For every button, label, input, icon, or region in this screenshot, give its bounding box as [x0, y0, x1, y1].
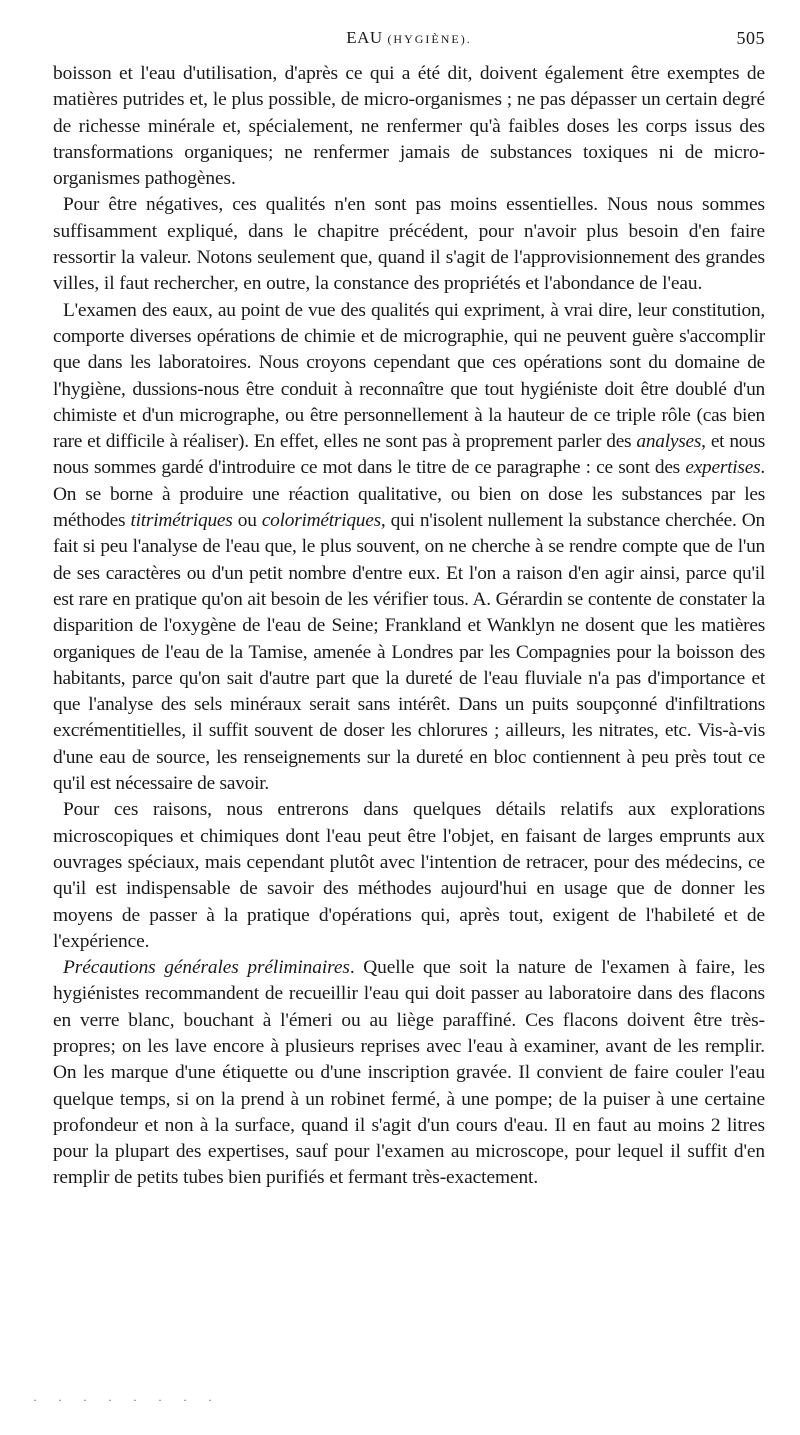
paragraph-5-text: . Quelle que soit la nature de l'examen à faire, les hygiénistes recommandent de recueillir l'eau qui doit passer au laboratoire dans des flacons en verre blanc, bouchant à l'émeri ou au liège paraffiné. Ces flacons doivent être très-propres; on les lave encore à plusieurs reprises avec l'eau à examiner, avant de les remplir. On les marque d'une étiquette ou d'une inscription gravée. Il convient de faire couler l'eau quelque temps, si on la prend à un robinet fermé, à une pompe; de la puiser à une certaine profondeur et non à la surface, quand il s'agit d'un cours d'eau. Il en faut au moins 2 litres pour la plupart des expertises, sauf pour l'examen au microscope, pour lequel il suffit d'en remplir de petits tubes bien purifiés et fermant très-exactement. — [53, 957, 765, 1189]
term-analyses: analyses — [636, 431, 702, 453]
section-heading-precautions: Précautions générales préliminaires — [63, 957, 350, 979]
paragraph-2 — [53, 192, 765, 297]
paragraph-3 — [53, 298, 765, 798]
running-title — [53, 28, 765, 48]
footer-marks: · · · · · · · · — [33, 1393, 221, 1407]
paragraph-4-text: Pour ces raisons, nous entrerons dans quelques détails relatifs aux explorations microscopiques et chimiques dont l'eau peut être l'objet, en faisant de larges emprunts aux ouvrages spéciaux, mais cependant plutôt avec l'intention de retracer, pour des médecins, ce qu'il est indispensable de savoir des méthodes aujourd'hui en usage que de donner les moyens de passer à la pratique d'opérations qui, après tout, exigent de l'habileté et de l'expérience. — [53, 799, 765, 952]
paragraph-3-text-b: , et nous nous sommes gardé d'introduire ce mot dans le titre de ce paragraphe : ce sont des — [53, 431, 765, 479]
page-number: 505 — [736, 28, 765, 48]
paragraph-3-text-d: ou — [232, 510, 262, 532]
paragraph-4 — [53, 797, 765, 955]
running-title-main: EAU — [346, 28, 383, 47]
term-colorimetriques: colorimétriques — [261, 510, 381, 532]
paragraph-3-text-c: . On se borne à produire une réaction qualitative, ou bien on dose les substances par les méthodes — [53, 457, 765, 532]
page-content — [53, 28, 765, 1192]
term-expertises: expertises — [685, 457, 761, 479]
paragraph-1 — [53, 61, 765, 192]
paragraph-3-text-a: L'examen des eaux, au point de vue des qualités qui expriment, à vrai dire, leur constitution, comporte diverses opérations de chimie et de micrographie, qui ne peuvent guère s'accomplir que dans les laboratoires. Nous croyons cependant que ces opérations sont du domaine de l'hygiène, dussions-nous être conduit à reconnaître que tout hygiéniste doit être doublé d'un chimiste et d'un micrographe, ou être personnellement à la hauteur de ce triple rôle (cas bien rare et difficile à réaliser). En effet, elles ne sont pas à proprement parler des — [53, 299, 765, 453]
running-title-sub: (HYGIÈNE). — [387, 32, 472, 46]
paragraph-2-text: Pour être négatives, ces qualités n'en sont pas moins essentielles. Nous nous sommes suffisamment expliqué, dans le chapitre précédent, pour n'avoir plus besoin d'en faire ressortir la valeur. Notons seulement que, quand il s'agit de l'approvisionnement des grandes villes, il faut rechercher, en outre, la constance des propriétés et l'abondance de l'eau. — [53, 194, 765, 295]
paragraph-3-text-e: , qui n'isolent nullement la substance cherchée. On fait si peu l'analyse de l'eau que, le plus souvent, on ne cherche à se rendre compte que de l'un de ses caractères ou d'un petit nombre d'entre eux. Et l'on a raison d'en agir ainsi, parce qu'il est rare en pratique qu'on ait besoin de les vérifier tous. A. Gérardin se contente de constater la disparition de l'oxygène de l'eau de Seine; Frankland et Wanklyn ne dosent que les matières organiques de l'eau de la Tamise, amenée à Londres par les Compagnies pour la boisson des habitants, parce qu'on sait d'autre part que la dureté de l'eau fluviale n'a pas d'importance et que l'analyse des sels minéraux serait sans intérêt. Dans un puits soupçonné d'infiltrations excrémentitielles, il suffit souvent de doser les chlorures ; ailleurs, les nitrates, etc. Vis-à-vis d'une eau de source, les renseignements sur la dureté en bloc contiennent à peu près tout ce qu'il est nécessaire de savoir. — [53, 510, 765, 795]
running-head — [53, 28, 765, 54]
paragraph-1-text: boisson et l'eau d'utilisation, d'après ce qui a été dit, doivent également être exemptes de matières putrides et, le plus possible, de micro-organismes ; ne pas dépasser un certain degré de richesse minérale et, spécialement, ne renfermer qu'à faibles doses les corps issus des transformations organiques; ne renfermer jamais de substances toxiques ni de micro-organismes pathogènes. — [53, 63, 765, 190]
body-text — [53, 61, 765, 1192]
paragraph-5 — [53, 955, 765, 1192]
term-titrimetriques: titrimétriques — [130, 510, 233, 532]
